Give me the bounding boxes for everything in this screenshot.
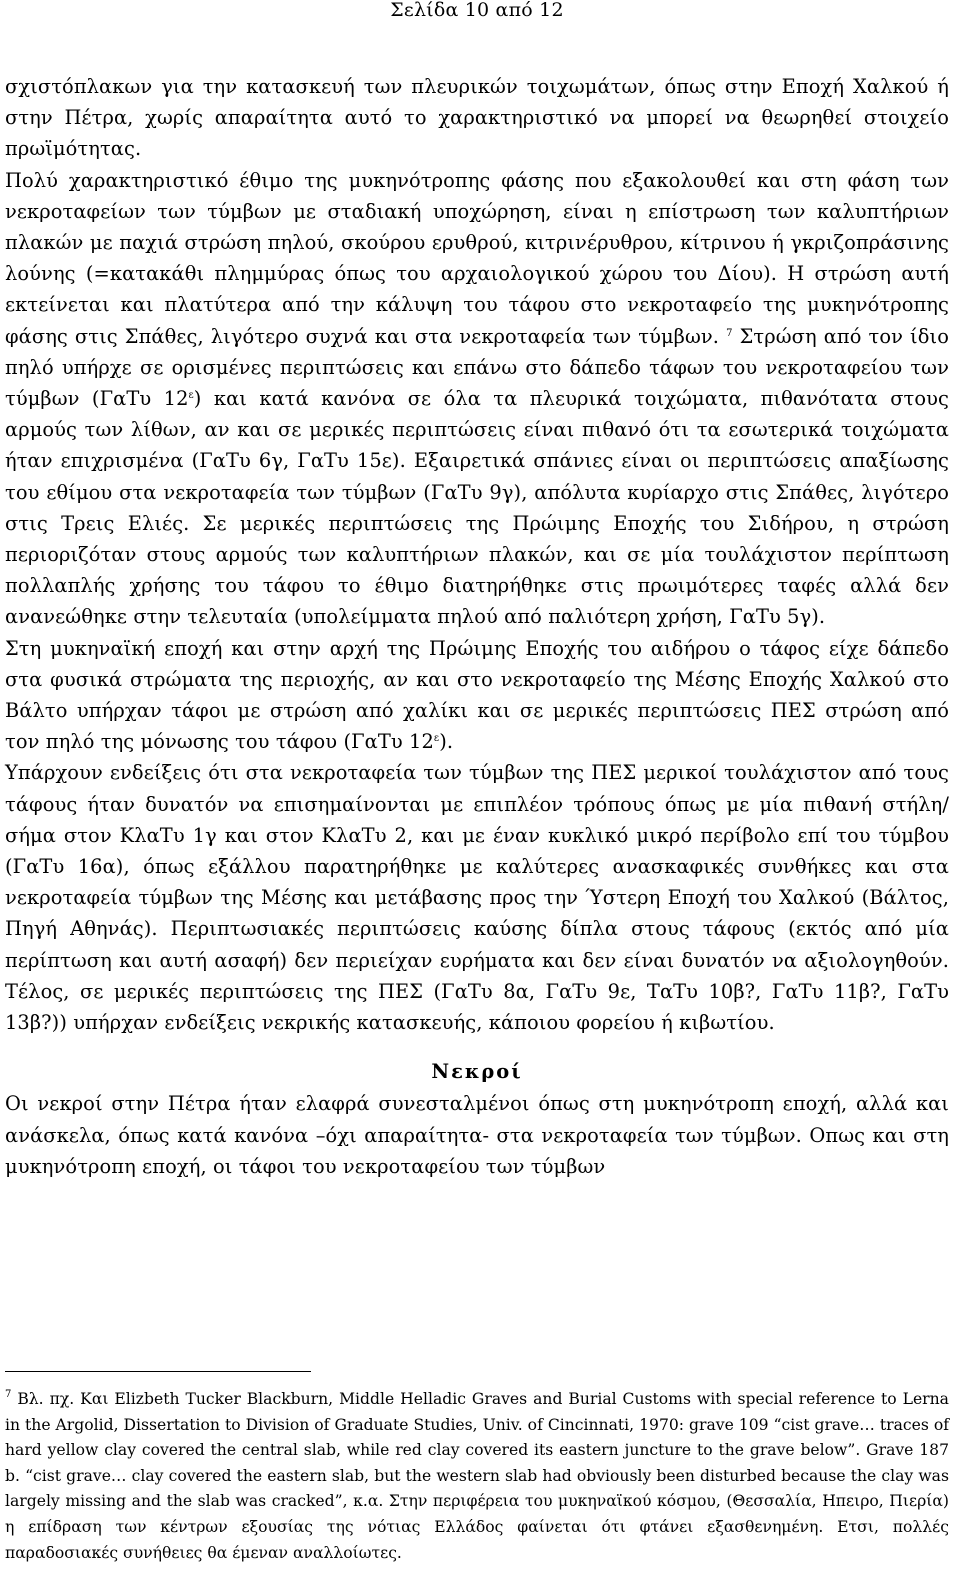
superscript-epsilon: ε: [433, 733, 440, 745]
footnote: [5, 1387, 949, 1566]
paragraph-text: Στρώση από τον ίδιο πηλό υπήρχε σε ορισμένες περιπτώσεις και επάνω στο δάπεδο τάφων του νεκροταφείου των τύμβων (ΓαΤυ 12: [5, 324, 950, 411]
paragraph-text: ).: [439, 730, 454, 754]
paragraph: [5, 633, 949, 758]
paragraph: [5, 757, 949, 1038]
paragraph-text: Στη μυκηναϊκή εποχή και στην αρχή της Πρώιμης Εποχής του αιδήρου ο τάφος είχε δάπεδο στα φυσικά στρώματα της περιοχής, αν και στο νεκροταφείο της Μέσης Εποχής Χαλκού στο Βάλτο υπήρχαν τάφοι με στρώση από χαλίκι και σε μερικές περιπτώσεις ΠΕΣ στρώση από τον πηλό της μόνωσης του τάφου (ΓαΤυ 12: [5, 636, 949, 754]
body-text: [5, 71, 949, 1182]
paragraph: [5, 165, 949, 633]
paragraph: [5, 1088, 949, 1182]
paragraph-text: ) και κατά κανόνα σε όλα τα πλευρικά τοιχώματα, πιθανότατα στους αρμούς των λίθων, αν και σε μερικές περιπτώσεις είναι πιθανό ότι τα εσωτερικά τοιχώματα ήταν επιχρισμένα (ΓαΤυ 6γ, ΓαΤυ 15ε). Εξαιρετικά σπάνιες είναι οι περιπτώσεις απαξίωσης του εθίμου στα νεκροταφεία των τύμβων (ΓαΤυ 9γ), απόλυτα κυρίαρχο στις Σπάθες, λιγότερο στις Τρεις Ελιές. Σε μερικές περιπτώσεις της Πρώιμης Εποχής του Σιδήρου, η στρώση περιοριζόταν στους αρμούς των καλυπτήριων πλακών, και σε μία τουλάχιστον περίπτωση πολλαπλής χρήσης του τάφου το έθιμο διατηρήθηκε στις πρωιμότερες ταφές αλλά δεν ανανεώθηκε στην τελευταία (υπολείμματα πηλού από παλιότερη χρήση, ΓαΤυ 5γ).: [5, 387, 950, 629]
footnote-separator: [5, 1371, 311, 1372]
footnote-text: Βλ. πχ. Και Elizbeth Tucker Blackburn, Middle Helladic Graves and Burial Customs with special reference to Lerna in the Argolid, Dissertation to Division of Graduate Studies, Univ. of Cincinnati, 1970: grave 109 “cist grave… traces of hard yellow clay covered the central slab, while red clay covered its eastern juncture to the grave below”. Grave 187 b. “cist grave… clay covered the eastern slab, but the western slab had obviously been disturbed because the clay was largely missing and the slab was cracked”, κ.α. Στην περιφέρεια του μυκηναϊκού κόσμου, (Θεσσαλία, Ηπειρο, Πιερία) η επίδραση των κέντρων εξουσίας της νότιας Ελλάδος φαίνεται ότι φτάνει εξασθενημένη. Ετσι, πολλές παραδοσιακές συνήθειες θα έμεναν αναλλοίωτες.: [5, 1390, 949, 1562]
page-header: Σελίδα 10 από 12: [390, 0, 564, 21]
paragraph: [5, 71, 949, 165]
paragraph-text: Υπάρχουν ενδείξεις ότι στα νεκροταφεία των τύμβων της ΠΕΣ μερικοί τουλάχιστον από τους τάφους ήταν δυνατόν να επισημαίνονται με επιπλέον τρόπους όπως με μία πιθανή στήλη/σήμα στον ΚλαΤυ 1γ και στον ΚλαΤυ 2, και με έναν κυκλικό μικρό περίβολο επί του τύμβου (ΓαΤυ 16α), όπως εξάλλου παρατηρήθηκε με καλύτερες ανασκαφικές συνθήκες και στα νεκροταφεία τύμβων της Μέσης και μετάβασης προς την Ύστερη Εποχή του Χαλκού (Βάλτος, Πηγή Αθηνάς). Περιπτωσιακές περιπτώσεις καύσης δίπλα στους τάφους (εκτός από μία περίπτωση και αυτή ασαφή) δεν περιείχαν ευρήματα και δεν είναι δυνατόν να αξιολογηθούν. Τέλος, σε μερικές περιπτώσεις της ΠΕΣ (ΓαΤυ 8α, ΓαΤυ 9ε, ΤαΤυ 10β?, ΓαΤυ 11β?, ΓαΤυ 13β?)) υπήρχαν ενδείξεις νεκρικής κατασκευής, κάποιου φορείου ή κιβωτίου.: [5, 761, 949, 1035]
document-page: [5, 0, 950, 1562]
paragraph-text: σχιστόπλακων για την κατασκευή των πλευρικών τοιχωμάτων, όπως στην Εποχή Χαλκού ή στην Πέτρα, χωρίς απαραίτητα αυτό το χαρακτηριστικό να μπορεί να θεωρηθεί στοιχείο πρωϊμότητας.: [5, 75, 949, 161]
footnote-number: 7: [5, 1389, 12, 1400]
superscript-epsilon: ε: [188, 390, 194, 402]
section-heading: Νεκροί: [431, 1060, 523, 1084]
paragraph-text: Οι νεκροί στην Πέτρα ήταν ελαφρά συνεσταλμένοι όπως στη μυκηνότροπη εποχή, αλλά και ανάσκελα, όπως κατά κανόνα –όχι απαραίτητα- στα νεκροταφεία των τύμβων. Οπως και στη μυκηνότροπη εποχή, οι τάφοι του νεκροταφείου των τύμβων: [5, 1092, 949, 1178]
footnote-reference: 7: [726, 327, 733, 339]
paragraph-text: Πολύ χαρακτηριστικό έθιμο της μυκηνότροπης φάσης που εξακολουθεί και στη φάση των νεκροταφείων των τύμβων με σταδιακή υποχώρηση, είναι η επίστρωση των καλυπτήριων πλακών με παχιά στρώση πηλού, σκούρου ερυθρού, κιτρινέρυθρου, κίτρινου ή γκριζοπράσινης λούνης (=κατακάθι πλημμύρας όπως του αρχαιολογικού χώρου του Δίου). Η στρώση αυτή εκτείνεται και πλατύτερα από την κάλυψη του τάφου στο νεκροταφείο της μυκηνότροπης φάσης στις Σπάθες, λιγότερο συχνά και στα νεκροταφεία των τύμβων.: [5, 168, 949, 348]
footnotes: [5, 1387, 949, 1566]
